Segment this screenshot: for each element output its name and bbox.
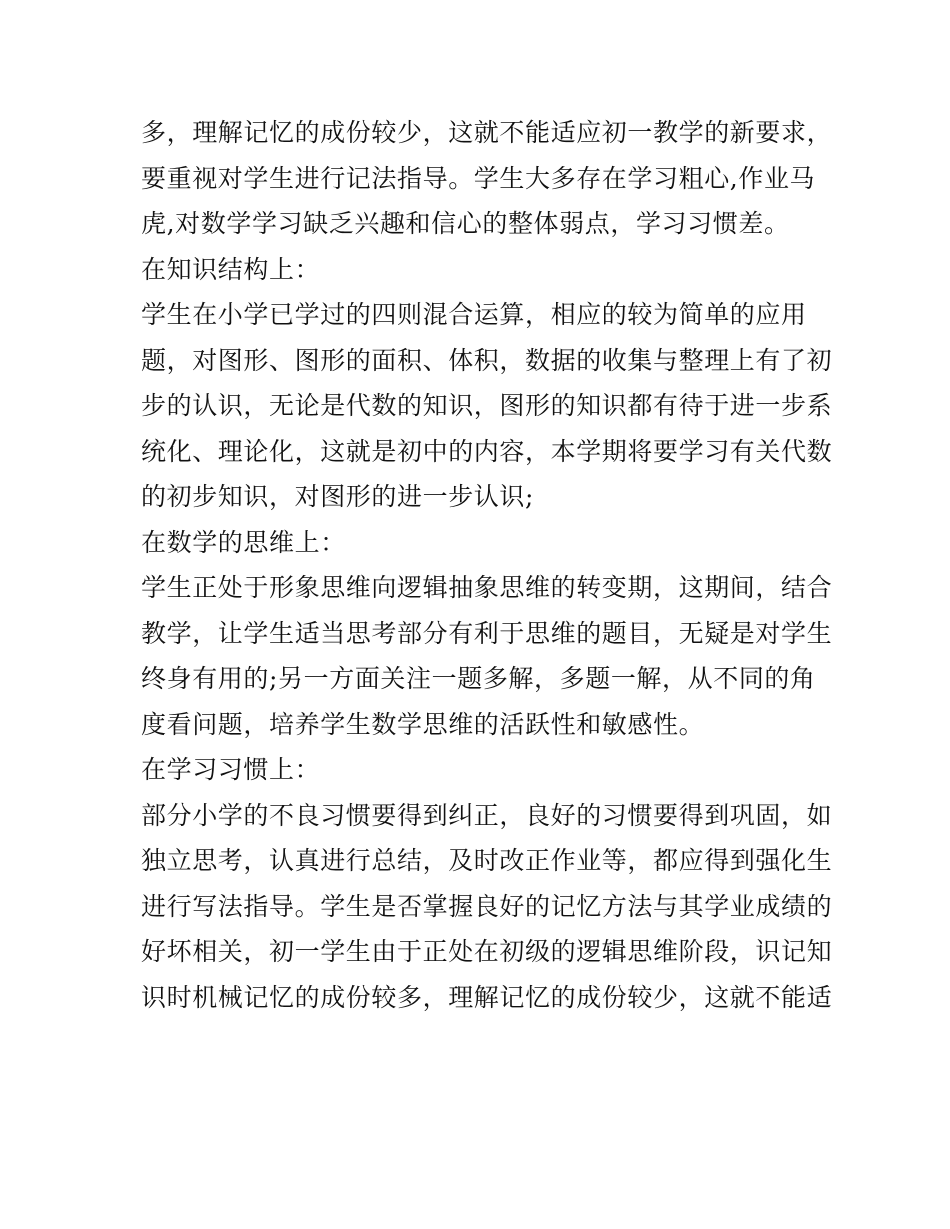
text-line-8: 统化、理论化，这就是初中的内容，本学期将要学习有关代数 [141,436,833,466]
section-heading-knowledge-structure: 在知识结构上： [141,254,321,284]
text-line-2: 要重视对学生进行记法指导。学生大多存在学习粗心,作业马 [141,163,816,193]
text-line-20: 识时机械记忆的成份较多，理解记忆的成份较少，这就不能适 [141,982,833,1012]
text-line-5: 学生在小学已学过的四则混合运算，相应的较为简单的应用 [141,300,807,329]
text-line-9: 的初步知识，对图形的进一步认识; [141,482,535,511]
text-line-13: 终身有用的;另一方面关注一题多解，多题一解，从不同的角 [141,664,816,693]
text-line-6: 题，对图形、图形的面积、体积，数据的收集与整理上有了初 [141,345,833,375]
text-line-18: 进行写法指导。学生是否掌握良好的记忆方法与其学业成绩的 [141,891,833,921]
text-line-14: 度看问题，培养学生数学思维的活跃性和敏感性。 [141,709,705,739]
text-line-1: 多，理解记忆的成份较少，这就不能适应初一教学的新要求， [141,118,833,147]
text-line-7: 步的认识，无论是代数的知识，图形的知识都有待于进一步系 [141,391,833,420]
text-line-16: 部分小学的不良习惯要得到纠正，良好的习惯要得到巩固，如 [141,800,833,830]
body-text [141,110,833,1020]
text-line-19: 好坏相关，初一学生由于正处在初级的逻辑思维阶段，识记知 [141,937,833,966]
section-heading-study-habits: 在学习习惯上： [141,755,321,784]
text-line-12: 教学，让学生适当思考部分有利于思维的题目，无疑是对学生 [141,618,833,648]
text-line-3: 虎,对数学学习缺乏兴趣和信心的整体弱点，学习习惯差。 [141,209,790,238]
section-heading-math-thinking: 在数学的思维上： [141,527,346,557]
text-line-17: 独立思考，认真进行总结，及时改正作业等，都应得到强化生 [141,846,833,875]
text-line-11: 学生正处于形象思维向逻辑抽象思维的转变期，这期间，结合 [141,573,833,602]
